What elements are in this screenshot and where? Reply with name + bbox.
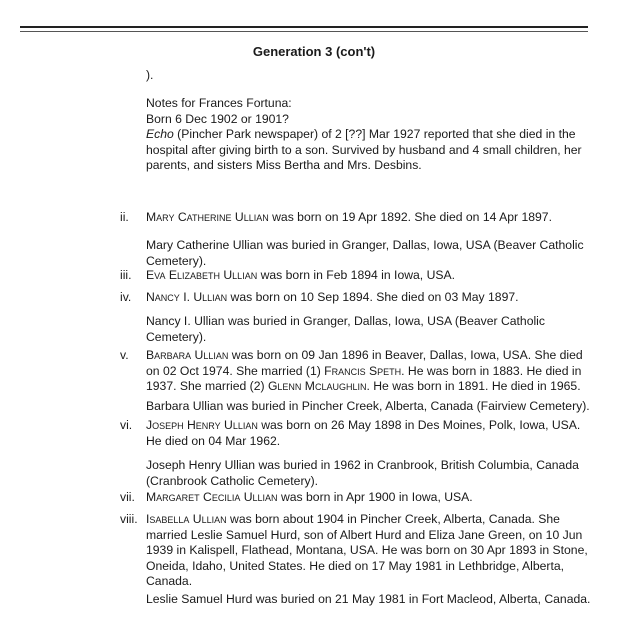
entry-text: He died on 04 Mar 1962. <box>146 433 281 448</box>
burial-note: Joseph Henry Ullian was buried in 1962 in Cranbrook, British Columbia, Canada <box>146 458 579 472</box>
entry-text: on 02 Oct 1974. She married (1) <box>146 363 325 378</box>
entry-numeral: iv. <box>120 290 132 304</box>
person-name: Margaret Cecilia Ullian <box>146 490 278 504</box>
entry-text: 1937. She married (2) <box>146 379 268 393</box>
entry-vi-note <box>146 458 579 489</box>
burial-note: Mary Catherine Ullian was buried in Granger, Dallas, Iowa, USA (Beaver Catholic <box>146 238 584 252</box>
person-name: Mary Catherine Ullian <box>146 210 269 224</box>
entry-line <box>146 364 583 380</box>
burial-note: Barbara Ullian was buried in Pincher Creek, Alberta, Canada (Fairview Cemetery). <box>146 399 590 413</box>
intro-fragment: ). <box>146 68 154 82</box>
entry-iii <box>146 268 455 284</box>
person-name: Isabella Ullian <box>146 512 227 526</box>
entry-numeral: iii. <box>120 268 132 282</box>
entry-numeral: vii. <box>120 490 135 504</box>
notes-heading: Notes for Frances Fortuna: <box>146 96 292 110</box>
echo-line-1 <box>146 127 582 143</box>
spouse-name: Glenn Mclaughlin <box>267 379 367 393</box>
entry-numeral: vi. <box>120 418 133 432</box>
entry-text: 1939 in Kalispell, Flathead, Montana, USA. He was born on 30 Apr 1893 in Stone, <box>146 543 588 557</box>
burial-note: Cemetery). <box>146 329 207 344</box>
entry-text: Canada. <box>146 574 193 588</box>
top-rule-thin <box>20 31 588 32</box>
entry-text: was born on 10 Sep 1894. She died on 03 May 1897. <box>227 290 519 304</box>
echo-line-2: hospital after giving birth to a son. Survived by husband and 4 small children, her <box>146 142 582 157</box>
page-heading: Generation 3 (con't) <box>252 44 376 59</box>
entry-text: was born in Apr 1900 in Iowa, USA. <box>277 490 473 504</box>
entry-v-note <box>146 399 590 415</box>
echo-line-3: parents, and sisters Miss Bertha and Mrs. Desbins. <box>146 158 422 172</box>
burial-note: (Cranbrook Catholic Cemetery). <box>146 473 319 488</box>
person-name: Barbara Ullian <box>146 348 229 362</box>
entry-ii-note <box>146 238 584 269</box>
burial-note: Nancy I. Ullian was buried in Granger, Dallas, Iowa, USA (Beaver Catholic <box>146 314 545 328</box>
echo-title: Echo <box>146 127 174 141</box>
entry-line <box>146 512 588 528</box>
entry-text: Oneida, Idaho, United States. He died on 17 May 1981 in Lethbridge, Alberta, <box>146 558 565 573</box>
burial-note: Leslie Samuel Hurd was buried on 21 May 1981 in Fort Macleod, Alberta, Canada. <box>146 592 591 606</box>
entry-line <box>146 490 473 506</box>
entry-line <box>146 268 455 284</box>
entry-vi <box>146 418 580 449</box>
notes-block <box>146 96 582 174</box>
person-name: Eva Elizabeth Ullian <box>146 268 258 282</box>
entry-text: was born in Feb 1894 in Iowa, USA. <box>257 268 456 282</box>
entry-numeral: viii. <box>120 512 138 526</box>
entry-text: was born on 09 Jan 1896 in Beaver, Dallas, Iowa, USA. She died <box>228 348 583 362</box>
top-rule <box>20 26 588 28</box>
entry-viii <box>146 512 588 590</box>
entry-iv <box>146 290 519 306</box>
entry-vii <box>146 490 473 506</box>
entry-text: . He was born in 1883. He died in <box>401 363 582 378</box>
entry-v <box>146 348 583 395</box>
person-name: Joseph Henry Ullian <box>146 418 258 432</box>
burial-note: Cemetery). <box>146 253 207 268</box>
entry-line <box>146 348 583 364</box>
entry-text: was born on 26 May 1898 in Des Moines, Polk, Iowa, USA. <box>257 418 581 432</box>
entry-text: married Leslie Samuel Hurd, son of Albert Hurd and Eliza Jane Green, on 10 Jun <box>146 527 583 542</box>
echo-text: (Pincher Park newspaper) of 2 [??] Mar 1927 reported that she died in the <box>173 127 576 141</box>
entry-line <box>146 290 519 306</box>
entry-text: . He was born in 1891. He died in 1965. <box>366 379 581 393</box>
entry-line <box>146 210 552 226</box>
entry-line <box>146 418 580 434</box>
entry-text: was born about 1904 in Pincher Creek, Alberta, Canada. She <box>226 512 560 526</box>
entry-viii-note <box>146 592 590 608</box>
entry-numeral: v. <box>120 348 129 362</box>
entry-line <box>146 379 583 395</box>
spouse-name: Francis Speth <box>324 363 402 378</box>
entry-iv-note <box>146 314 545 345</box>
born-line: Born 6 Dec 1902 or 1901? <box>146 111 289 126</box>
entry-text: was born on 19 Apr 1892. She died on 14 Apr 1897. <box>268 210 552 224</box>
entry-ii <box>146 210 552 226</box>
person-name: Nancy I. Ullian <box>146 290 228 304</box>
entry-numeral: ii. <box>120 210 129 224</box>
